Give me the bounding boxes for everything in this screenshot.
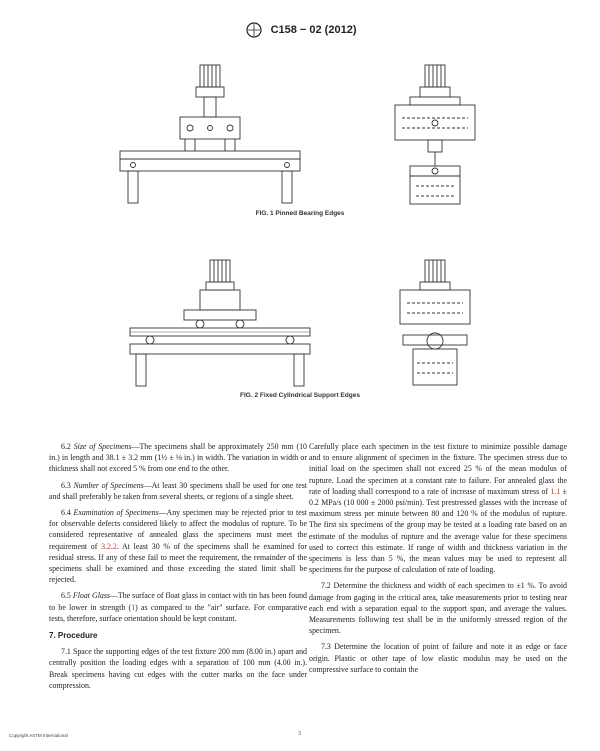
paragraph-6-4: 6.4 Examination of Specimens—Any specimen may be rejected prior to test for observable defects considered likely to affect the modulus of rupture. To be considered representative of annealed glass the specimens must meet the requirement of 3.2.2. At least 30 % of the specimens shall be examined for residual stress. If any of these fail to meet the requirement, the remainder of the specimens shall be examined and those exceeding the stated limit shall be rejected.	[49, 508, 307, 585]
page-number: 3	[298, 731, 301, 737]
paragraph-7-1: 7.1 Space the supporting edges of the test fixture 200 mm (8.00 in.) apart and centrally position the loading edges with a separation of 100 mm (4.00 in.). Break specimens having cut edges with the cutter marks on the face under compression.	[49, 647, 307, 690]
fig2-side-view-drawing	[385, 255, 485, 395]
document-header	[0, 22, 600, 38]
fig2-front-view-drawing	[120, 250, 320, 390]
paragraph-7-2: 7.2 Determine the thickness and width of each specimen to ±1 %. To avoid damage from gaging in the critical area, take measurements prior to testing near each end with a separation equal to the support span, and average the values. Measurements following test shall be in the uniformly stressed region of the specimen.	[309, 581, 567, 636]
document-designation: C158 − 02 (2012)	[270, 24, 357, 36]
figure-1-caption: FIG. 1 Pinned Bearing Edges	[255, 210, 345, 217]
ref-link-1[interactable]: 1	[131, 602, 136, 612]
paragraph-7-3: 7.3 Determine the location of point of failure and note it as edge or face origin. Plastic or other tape of low elastic modulus may be used on the compressive surface to contain the	[309, 642, 567, 674]
left-text-column	[49, 441, 307, 696]
ref-link-3-2-2[interactable]: 3.2.2	[101, 541, 117, 551]
right-text-column	[309, 441, 567, 680]
copyright-notice: Copyright ASTM International	[9, 733, 68, 738]
fig1-side-view-drawing	[380, 50, 490, 210]
astm-logo-icon	[244, 22, 264, 38]
fig1-front-view-drawing	[110, 55, 310, 205]
section-7-heading: 7. Procedure	[49, 631, 98, 641]
figure-2-caption: FIG. 2 Fixed Cylindrical Support Edges	[240, 392, 360, 399]
paragraph-6-5: 6.5 Float Glass—The surface of float glass in contact with tin has been found to be lower in strength (1) as compared to the "air" surface. For comparative tests, therefore, surface orientation should be kept constant.	[49, 591, 307, 623]
paragraph-6-3: 6.3 Number of Specimens—At least 30 specimens shall be used for one test and shall preferably be taken from several sheets, or regions of a single sheet.	[49, 480, 307, 501]
ref-link-1-1[interactable]: 1.1	[550, 486, 561, 496]
paragraph-6-2: 6.2 Size of Specimens—The specimens shall be approximately 250 mm (10 in.) in length and 38.1 ± 3.2 mm (1½ ± ⅛ in.) in width. The variation in width or thickness shall not exceed 5 % from one end to the other.	[49, 442, 307, 474]
paragraph-7-1-continued: Carefully place each specimen in the test fixture to minimize possible damage and to ensure alignment of specimen in the fixture. The specimen stress due to initial load on the specimen shall not exceed 25 % of the mean modulus of rupture. Load the specimen at a constant rate to failure. For annealed glass the rate of loading shall correspond to a rate of increase of maximum stress of 1.1 ± 0.2 MPa/s (10 000 ± 2000 psi/min). Test prestressed glasses with the increase of maximum stress per minute between 80 and 120 % of the modulus of rupture. The first six specimens of the group may be tested at a loading rate based on an estimate of the modulus of rupture and the average value for these specimens used to correct this estimate. If range of width and thickness variation in the specimens is less than 5 %, the mean values may be used to represent all specimens for the purpose of calculation of rate of loading.	[309, 442, 568, 575]
